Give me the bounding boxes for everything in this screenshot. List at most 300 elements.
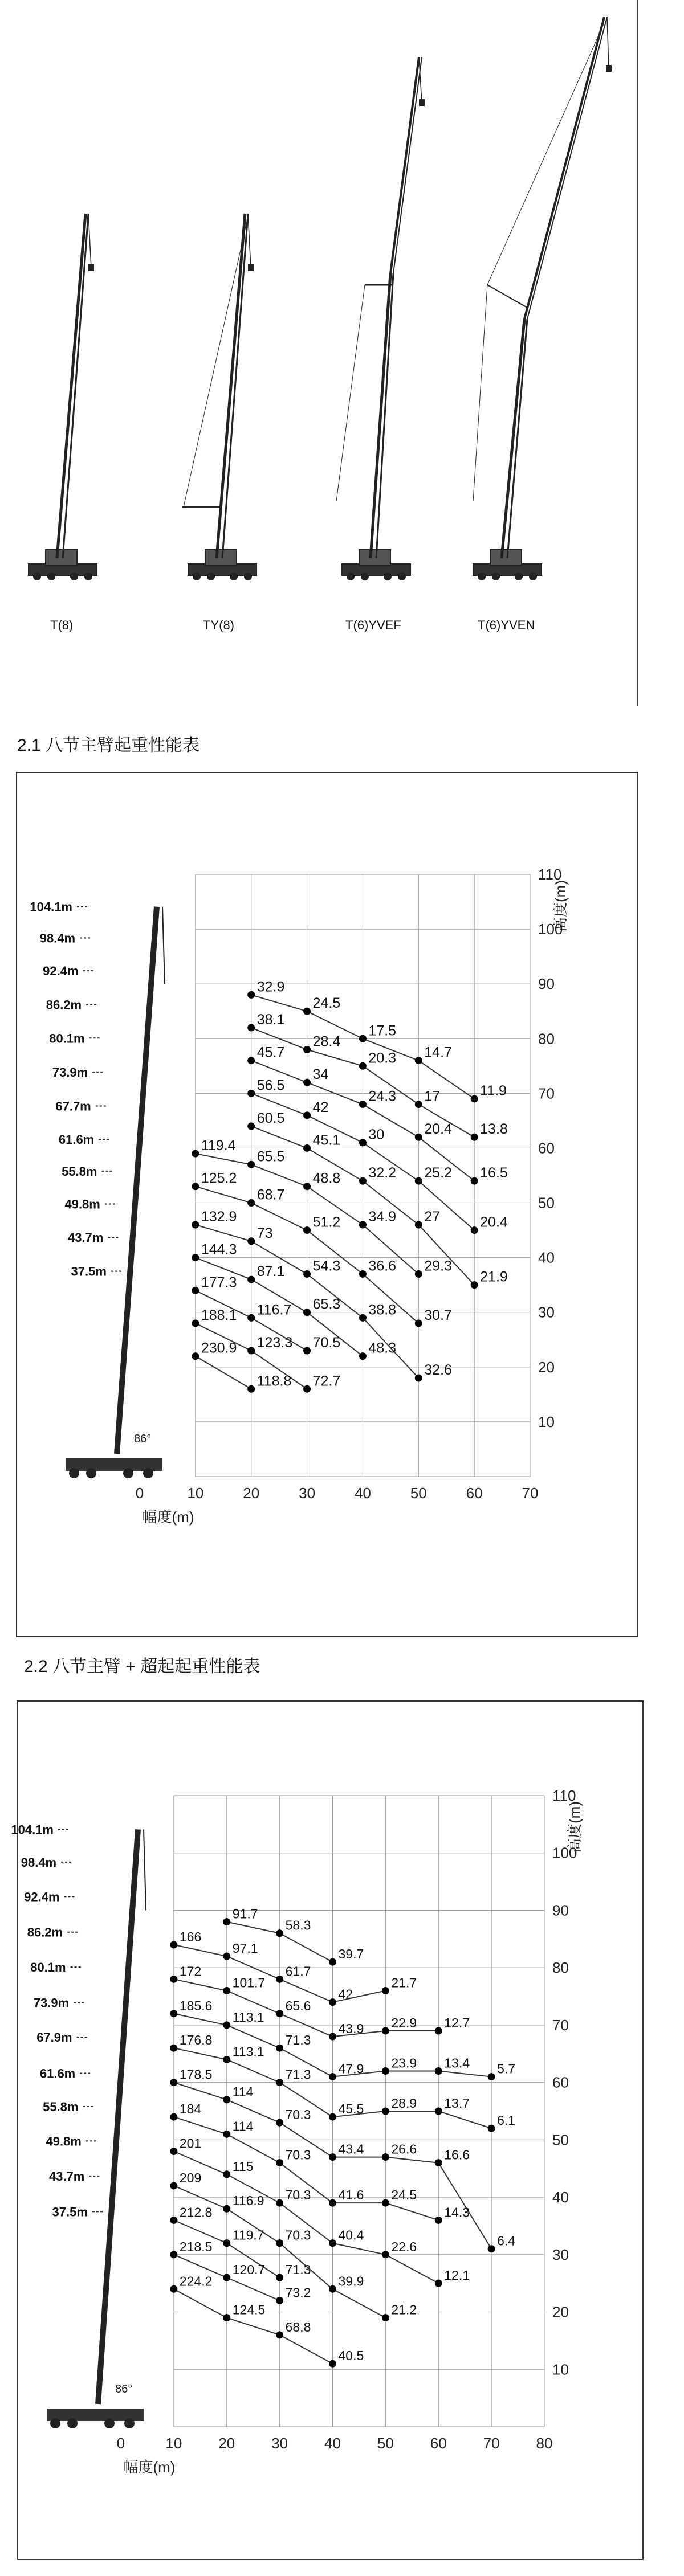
load-value-label: 178.5 (179, 2067, 213, 2082)
crane-wheel (67, 2418, 78, 2428)
y-tick-label: 10 (552, 2361, 569, 2378)
load-point (170, 2285, 177, 2293)
load-value-label: 45.5 (338, 2101, 364, 2117)
load-point (276, 2199, 283, 2207)
load-point (382, 2153, 389, 2161)
load-value-label: 38.1 (256, 1012, 285, 1028)
load-value-label: 45.7 (256, 1044, 285, 1061)
load-point (247, 1123, 255, 1130)
load-point (247, 1199, 255, 1207)
load-point (382, 2314, 389, 2321)
load-value-label: 188.1 (201, 1307, 237, 1323)
y-tick-label: 60 (538, 1139, 555, 1157)
load-point (303, 1079, 311, 1086)
load-point (276, 2331, 283, 2338)
load-value-label: 113.1 (232, 2009, 264, 2025)
load-value-label: 166 (179, 1929, 202, 1944)
crane-ty8-drawing (182, 214, 256, 580)
y-axis-label: 高度(m) (552, 880, 569, 932)
load-value-label: 73 (256, 1225, 273, 1241)
x-tick-label: 30 (299, 1485, 316, 1502)
load-value-label: 58.3 (285, 1917, 311, 1933)
y-tick-label: 70 (538, 1085, 555, 1102)
load-value-label: 12.1 (444, 2268, 470, 2283)
load-point (382, 2199, 389, 2207)
load-point (329, 1958, 336, 1966)
load-point (303, 1046, 311, 1053)
load-value-label: 70.3 (285, 2107, 311, 2123)
crane-wheel (123, 1468, 133, 1478)
crane-t6yven-drawing (473, 17, 611, 580)
load-point (223, 1953, 230, 1960)
load-point (276, 2079, 283, 2086)
hook-line (162, 907, 165, 984)
boom-length-label: 55.8m (43, 2099, 79, 2114)
load-point (276, 2119, 283, 2127)
load-point (192, 1287, 199, 1294)
load-value-label: 26.6 (391, 2141, 417, 2157)
load-point (329, 2033, 336, 2041)
y-tick-label: 90 (552, 1902, 569, 1919)
load-value-label: 30 (368, 1126, 385, 1143)
boom-length-label: 104.1m (11, 1822, 54, 1837)
load-point (170, 2182, 177, 2189)
y-tick-label: 90 (538, 975, 555, 993)
boom-length-label: 92.4m (43, 964, 79, 979)
load-value-label: 65.3 (312, 1296, 341, 1312)
load-chart-1 (17, 773, 637, 1636)
load-point (192, 1221, 199, 1228)
load-value-label: 71.3 (285, 2262, 311, 2277)
load-point (247, 1161, 255, 1168)
load-point (303, 1008, 311, 1015)
load-point (303, 1385, 311, 1393)
load-point (276, 2297, 283, 2304)
load-value-label: 47.9 (338, 2061, 364, 2076)
load-point (192, 1254, 199, 1261)
load-value-label: 230.9 (201, 1340, 237, 1356)
x-tick-label: 40 (324, 2435, 341, 2452)
load-value-label: 23.9 (391, 2055, 417, 2071)
load-point (223, 2274, 230, 2281)
load-point (488, 2125, 495, 2132)
crane-t8-drawing (28, 214, 97, 580)
load-point (329, 2113, 336, 2121)
load-value-label: 56.5 (256, 1077, 285, 1094)
load-value-label: 123.3 (256, 1334, 293, 1351)
load-point (359, 1177, 367, 1185)
load-value-label: 54.3 (312, 1258, 341, 1274)
load-point (488, 2245, 495, 2252)
x-tick-label: 50 (377, 2435, 394, 2452)
load-point (223, 2205, 230, 2213)
load-value-label: 91.7 (232, 1906, 258, 1921)
load-value-label: 45.1 (312, 1132, 341, 1148)
boom-length-label: 98.4m (39, 931, 76, 946)
load-point (303, 1270, 311, 1278)
boom-length-label: 92.4m (24, 1890, 60, 1904)
load-value-label: 40.5 (338, 2348, 364, 2364)
load-point (247, 1314, 255, 1322)
load-value-label: 70.3 (285, 2227, 311, 2243)
crane-t6yvef-drawing (336, 57, 424, 580)
load-value-label: 38.8 (368, 1302, 397, 1318)
load-point (192, 1150, 199, 1158)
load-point (276, 1929, 283, 1937)
load-point (170, 2010, 177, 2017)
y-tick-label: 20 (552, 2303, 569, 2321)
right-divider (637, 0, 638, 706)
load-value-label: 118.8 (256, 1373, 292, 1389)
load-value-label: 32.2 (368, 1165, 397, 1181)
boom-length-label: 37.5m (71, 1264, 107, 1279)
load-point (329, 2153, 336, 2161)
load-value-label: 21.7 (391, 1975, 417, 1990)
load-value-label: 20.4 (424, 1121, 452, 1138)
load-point (415, 1221, 422, 1228)
load-point (471, 1095, 478, 1102)
load-point (329, 2073, 336, 2080)
load-value-label: 39.9 (338, 2274, 364, 2289)
x-tick-label: 10 (165, 2435, 182, 2452)
load-point (247, 1057, 255, 1064)
load-value-label: 6.4 (497, 2233, 516, 2248)
load-point (223, 2239, 230, 2247)
x-axis-label: 幅度(m) (142, 1508, 194, 1526)
x-tick-label: 10 (187, 1485, 204, 1502)
load-point (223, 1987, 230, 1994)
crane-boom-lattice (105, 1829, 144, 2404)
load-value-label: 87.1 (256, 1264, 285, 1280)
boom-length-label: 55.8m (62, 1164, 97, 1179)
boom-length-label: 86.2m (27, 1925, 63, 1940)
load-value-label: 24.3 (368, 1088, 397, 1105)
load-point (276, 2045, 283, 2052)
y-axis-label: 高度(m) (566, 1801, 583, 1853)
load-value-label: 14.3 (444, 2205, 470, 2220)
load-point (382, 2067, 389, 2075)
load-point (415, 1057, 422, 1064)
load-value-label: 144.3 (201, 1241, 237, 1258)
crane-label-t6yven: T(6)YVEN (478, 618, 535, 632)
x-tick-label: 60 (466, 1485, 483, 1502)
load-point (415, 1177, 422, 1185)
x-tick-label: 70 (483, 2435, 500, 2452)
load-point (276, 2159, 283, 2166)
load-point (223, 2170, 230, 2178)
load-value-label: 70.3 (285, 2187, 311, 2203)
load-value-label: 125.2 (201, 1170, 237, 1187)
y-tick-label: 80 (538, 1030, 555, 1048)
load-value-label: 73.2 (285, 2285, 311, 2300)
load-value-label: 61.7 (285, 1964, 311, 1979)
load-point (359, 1270, 367, 1278)
load-point (303, 1347, 311, 1354)
load-value-label: 39.7 (338, 1947, 364, 1962)
load-point (435, 2159, 442, 2166)
crane-label-t6yvef: T(6)YVEF (345, 618, 401, 632)
load-point (223, 2096, 230, 2103)
load-value-label: 41.6 (338, 2187, 364, 2203)
load-point (359, 1101, 367, 1108)
load-point (192, 1183, 199, 1190)
load-point (359, 1035, 367, 1042)
load-value-label: 5.7 (497, 2061, 516, 2076)
load-point (192, 1319, 199, 1327)
load-value-label: 114 (232, 2119, 254, 2134)
boom-length-label: 86.2m (46, 997, 82, 1012)
boom-length-label: 61.6m (39, 2066, 76, 2081)
load-point (329, 2285, 336, 2293)
boom-length-label: 80.1m (49, 1031, 85, 1046)
hook-line (144, 1829, 146, 1910)
load-point (170, 2148, 177, 2155)
load-point (329, 2199, 336, 2207)
load-value-label: 51.2 (312, 1214, 341, 1230)
load-point (471, 1134, 478, 1141)
load-point (415, 1375, 422, 1382)
load-value-label: 32.9 (256, 979, 285, 995)
load-value-label: 70.3 (285, 2147, 311, 2162)
load-value-label: 116.9 (232, 2193, 264, 2209)
load-point (223, 2021, 230, 2029)
y-tick-label: 30 (538, 1303, 555, 1321)
crane-boom-lattice (124, 907, 162, 1454)
load-value-label: 28.4 (312, 1033, 341, 1050)
load-value-label: 185.6 (179, 1998, 213, 2013)
load-value-label: 40.4 (338, 2227, 364, 2243)
load-value-label: 34.9 (368, 1208, 397, 1225)
load-value-label: 68.8 (285, 2319, 311, 2334)
load-value-label: 34 (312, 1066, 329, 1083)
load-value-label: 13.8 (480, 1121, 508, 1138)
load-point (303, 1309, 311, 1316)
load-point (247, 1347, 255, 1354)
load-point (435, 2108, 442, 2115)
crane-wheel (86, 1468, 96, 1478)
load-point (247, 1090, 255, 1097)
section-heading-2-2: 2.2 八节主臂 + 超起起重性能表 (24, 1657, 260, 1676)
load-point (382, 2108, 389, 2115)
load-point (303, 1144, 311, 1152)
load-point (303, 1226, 311, 1234)
load-value-label: 36.6 (368, 1258, 397, 1274)
load-value-label: 32.6 (424, 1362, 452, 1379)
load-value-label: 209 (179, 2170, 202, 2185)
boom-length-label: 104.1m (30, 899, 72, 914)
load-value-label: 48.3 (368, 1340, 397, 1356)
boom-length-label: 73.9m (33, 1996, 70, 2010)
load-point (415, 1270, 422, 1278)
load-point (415, 1134, 422, 1141)
load-point (223, 2314, 230, 2321)
boom-length-label: 80.1m (30, 1960, 66, 1975)
y-tick-label: 40 (538, 1249, 555, 1266)
x-tick-label: 50 (410, 1485, 427, 1502)
load-point (247, 991, 255, 999)
load-point (382, 2027, 389, 2034)
load-point (223, 2056, 230, 2063)
load-point (247, 1276, 255, 1283)
y-tick-label: 100 (538, 921, 563, 938)
load-value-label: 65.5 (256, 1148, 285, 1165)
load-value-label: 71.3 (285, 2067, 311, 2082)
load-value-label: 176.8 (179, 2033, 213, 2048)
load-value-label: 25.2 (424, 1165, 452, 1181)
load-value-label: 218.5 (179, 2239, 213, 2254)
load-point (276, 2239, 283, 2247)
load-value-label: 172 (179, 1964, 202, 1979)
x-tick-label: 60 (430, 2435, 447, 2452)
load-point (329, 2239, 336, 2247)
load-point (170, 2079, 177, 2086)
load-value-label: 48.8 (312, 1170, 341, 1187)
x-tick-label: 0 (116, 2435, 125, 2452)
y-tick-label: 20 (538, 1358, 555, 1376)
y-tick-label: 50 (538, 1194, 555, 1212)
load-value-label: 14.7 (424, 1044, 452, 1061)
load-value-label: 17 (424, 1088, 441, 1105)
load-point (223, 2131, 230, 2138)
x-tick-label: 40 (354, 1485, 371, 1502)
crane-configurations (0, 0, 684, 706)
load-point (247, 1024, 255, 1032)
y-tick-label: 80 (552, 1959, 569, 1977)
x-tick-label: 80 (536, 2435, 553, 2452)
load-point (415, 1319, 422, 1327)
load-point (382, 1987, 389, 1994)
crane-wheel (143, 1468, 153, 1478)
load-point (471, 1281, 478, 1289)
load-value-label: 43.9 (338, 2021, 364, 2037)
load-value-label: 22.9 (391, 2015, 417, 2030)
x-axis-label: 幅度(m) (123, 2459, 176, 2476)
y-tick-label: 100 (552, 1844, 577, 1862)
crane-wheel (124, 2418, 135, 2428)
boom-length-label: 49.8m (64, 1197, 100, 1212)
load-value-label: 113.1 (232, 2044, 264, 2059)
y-tick-label: 70 (552, 2016, 569, 2034)
load-value-label: 21.9 (480, 1269, 508, 1285)
angle-label: 86° (115, 2383, 133, 2395)
load-value-label: 16.6 (444, 2147, 470, 2162)
load-curve (196, 1356, 251, 1389)
load-point (223, 1918, 230, 1925)
load-value-label: 13.4 (444, 2055, 470, 2071)
crane-wheel (69, 1468, 79, 1478)
load-point (329, 1998, 336, 2006)
load-value-label: 124.5 (232, 2302, 266, 2317)
load-value-label: 20.3 (368, 1050, 397, 1066)
angle-label: 86° (134, 1433, 152, 1445)
crane-boom (98, 1829, 138, 2404)
load-value-label: 65.6 (285, 1998, 311, 2013)
load-value-label: 72.7 (312, 1373, 341, 1389)
load-point (247, 1385, 255, 1393)
load-value-label: 184 (179, 2101, 202, 2117)
load-value-label: 16.5 (480, 1165, 508, 1181)
load-value-label: 115 (232, 2158, 254, 2174)
load-point (170, 2045, 177, 2052)
load-value-label: 22.6 (391, 2239, 417, 2254)
load-point (303, 1183, 311, 1190)
load-point (359, 1139, 367, 1146)
crane-wheel (104, 2418, 115, 2428)
load-point (471, 1226, 478, 1234)
boom-length-label: 43.7m (67, 1230, 104, 1245)
load-point (435, 2027, 442, 2034)
y-tick-label: 110 (538, 866, 562, 883)
section-heading-2-1: 2.1 八节主臂起重性能表 (17, 736, 200, 755)
load-point (435, 2280, 442, 2287)
load-point (471, 1177, 478, 1185)
load-value-label: 60.5 (256, 1110, 285, 1127)
load-value-label: 119.7 (232, 2227, 264, 2243)
x-tick-label: 70 (522, 1485, 539, 1502)
y-tick-label: 60 (552, 2074, 569, 2091)
load-value-label: 20.4 (480, 1214, 508, 1230)
load-point (170, 1941, 177, 1948)
crane-boom (117, 907, 157, 1454)
crane-drawings (0, 0, 637, 627)
boom-length-label: 61.6m (58, 1132, 95, 1147)
crane-label-t8: T(8) (50, 618, 74, 632)
load-value-label: 68.7 (256, 1187, 285, 1203)
load-value-label: 120.7 (232, 2262, 266, 2277)
load-point (359, 1062, 367, 1070)
load-point (382, 2251, 389, 2258)
boom-length-label: 98.4m (21, 1855, 57, 1870)
y-tick-label: 110 (552, 1787, 576, 1804)
load-value-label: 114 (232, 2084, 254, 2099)
x-tick-label: 20 (243, 1485, 260, 1502)
load-point (276, 2010, 283, 2017)
load-value-label: 24.5 (312, 995, 341, 1012)
load-point (170, 2217, 177, 2224)
load-point (359, 1352, 367, 1360)
load-value-label: 43.4 (338, 2141, 364, 2157)
load-point (170, 2251, 177, 2258)
boom-length-label: 73.9m (52, 1065, 88, 1080)
y-tick-label: 40 (552, 2189, 569, 2206)
y-tick-label: 10 (538, 1413, 555, 1430)
boom-length-label: 67.9m (36, 2030, 72, 2045)
x-tick-label: 0 (135, 1485, 144, 1502)
load-value-label: 29.3 (424, 1258, 452, 1274)
load-value-label: 28.9 (391, 2096, 417, 2111)
load-value-label: 24.5 (391, 2187, 417, 2203)
load-value-label: 119.4 (201, 1138, 236, 1154)
load-value-label: 30.7 (424, 1307, 452, 1323)
load-value-label: 42 (312, 1099, 329, 1115)
load-value-label: 70.5 (312, 1334, 341, 1351)
load-point (329, 2360, 336, 2368)
load-point (359, 1314, 367, 1322)
load-value-label: 42 (338, 1986, 353, 2002)
crane-label-ty8: TY(8) (203, 618, 234, 632)
load-value-label: 11.9 (480, 1082, 507, 1099)
load-point (415, 1101, 422, 1108)
load-point (359, 1221, 367, 1228)
load-chart-2 (11, 1702, 642, 2559)
load-value-label: 27 (424, 1208, 441, 1225)
load-point (488, 2073, 495, 2080)
load-chart-frame-1 (16, 772, 638, 1637)
load-value-label: 17.5 (368, 1023, 397, 1039)
boom-length-label: 67.7m (55, 1099, 91, 1114)
load-value-label: 13.7 (444, 2096, 470, 2111)
x-tick-label: 20 (218, 2435, 235, 2452)
